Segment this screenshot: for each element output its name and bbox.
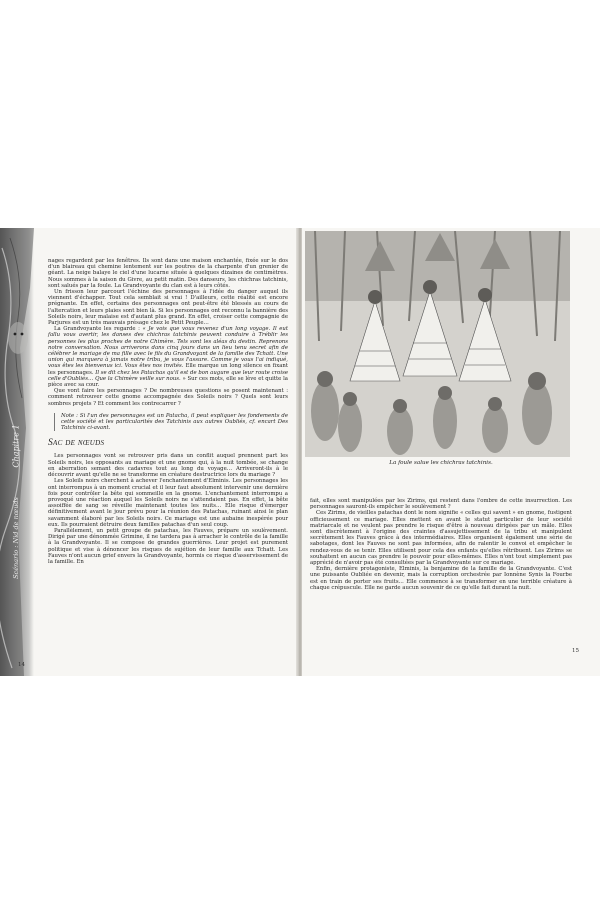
illustration-caption: La foule salue les chichras tatchinis.	[389, 460, 493, 466]
festival-illustration	[305, 231, 570, 457]
paragraph: nages regardent par les fenêtres. Ils sont dans une maison enchantée, fixée sur le dos d'un blaireau qui chemine lentement sur les poutres de la charpente d'un grenier de géant. La neige balaye le ciel d'une lucarne située à quelques dizaines de centimètres. Nous sommes à la saison du Givre, au petit matin. Des danseurs, les chichras tatchinis, sont salués par la foule. La Grandvoyante du clan est à leurs côtés.	[48, 258, 288, 289]
quote-text: « Je vois que vous revenez d'un long voyage. Il eut fallu vous avertir, les danses des chichras tatchinis peuvent conduire à Tréblir les personnes les plus proches de notre Chimère. Tels sont les aléas du destin. Reprenons notre conversation. Nous arriverons dans cinq jours dans un lieu tenu secret afin de célébrer le mariage de ma fille avec le fils du Grandvoyant de la famille des Tchatt. Une union qui marquera à jamais notre tribu, je vous l'assure. Comme je vous l'ai indiqué, vous êtes les bienvenus ici. Vous êtes nos invités.	[48, 326, 288, 370]
paragraph: Les personnages vont se retrouver pris dans un conflit auquel prennent part les Soleils noirs, les opposants au mariage et une gnome qui, à la nuit tombée, se change en aberration semant des cadavres tout au long du voyage… Arriveront-ils à le découvrir avant qu'elle ne se transforme en créature destructrice lors du mariage ?	[48, 453, 288, 479]
running-title-vertical	[4, 418, 28, 578]
text-run: » Sur ces mots, elle se lève et quitte la pièce avec sa cour.	[48, 375, 288, 389]
chapter-label: Chapitre 1	[11, 424, 21, 468]
right-page	[302, 228, 600, 676]
paragraph: Que vont faire les personnages ? De nombreuses questions se posent maintenant : comment retrouver cette gnome accompagnée des Soleils noirs ? Quels sont leurs sombres projets ? Et comment les contrecarrer ?	[48, 388, 288, 407]
grandvoyante-paragraph	[48, 326, 288, 388]
section-heading: Sac de nœuds	[48, 438, 105, 449]
crowd-dancers-illustration	[305, 231, 570, 457]
paragraph: Un frisson leur parcourt l'échine des personnages à l'idée du danger auquel ils viennent d'échapper. Tout cela semblait si vrai ! D'ailleurs, cette réalité est encore prégnante. En effet, certains des personnages ont peut-être été blessés au cours de l'altercation et leurs plaies sont bien là. Si les personnages ont reconnu la bannière des Soleils noirs, leur malaise est d'autant plus grand. En effet, croiser cette compagnie de Parjures est un très mauvais présage chez le Petit Peuple…	[48, 289, 288, 327]
right-column	[310, 498, 572, 591]
note-box: Note : Si l'un des personnages est un Patacha, il peut expliquer les fondements de cette société et les particularités des Tatchinis aux autres Oubliés, cf. encart Des Tatchinis ci-avant.	[54, 413, 288, 432]
book-spread	[0, 228, 600, 676]
left-page	[0, 228, 298, 676]
margin-illustration	[0, 228, 34, 676]
paragraph: Ces Zirims, de vieilles patachas dont le nom signifie « celles qui savent » en gnome, fustigent officieusement ce mariage. Elles mettent en avant le statut particulier de leur société matriarcale et ne veulent pas prendre le risque d'être à nouveau dirigées par un mâle. Elles sont discrètement à l'origine des craintes d'assujettissement de la tribu et manipulent secrètement les Fauves grâce à des intermédiaires. Elles organisent également une série de sabotages, dont les Fauves ne sont pas informées, afin de ralentir le convoi et empêcher le rendez-vous de se tenir. Elles utilisent pour cela des enfants qu'elles rétribuent. Les Zirims se souhaitent en aucun cas prendre le pouvoir pour elles-mêmes. Elles n'ont tout simplement pas apprécié de n'avoir pas été consultées par la Grandvoyante sur ce mariage.	[310, 510, 572, 567]
paragraph: Enfin, dernière protagoniste, Elminis, la benjamine de la famille de la Grandvoyante. C'est une puissante Oubliée en devenir, mais la corruption orchestrée par Ionnène Synis la Fourbe est en train de porter ses fruits… Elle commence à se transformer en une terrible créature à chaque crépuscule. Elle ne garde aucun souvenir de ce qu'elle fait durant la nuit.	[310, 566, 572, 591]
text-run: La Grandvoyante les regarde :	[54, 326, 143, 333]
text-run: Elle marque un long silence en fixant les personnages.	[48, 363, 288, 376]
page-number: 14	[18, 662, 25, 668]
left-column	[48, 258, 288, 565]
running-title: Scénario : Nid de nœuds	[12, 497, 20, 579]
paragraph: Parallèlement, un petit groupe de patachas, les Fauves, prépare un soulèvement. Dirigé par une dénommée Grimine, il ne tardera pas à arracher le contrôle de la famille à la Grandvoyante. Il se compose de grandes guerrières. Leur projet est purement politique et vise à dénoncer les risques de sujétion de leur famille aux Tchatt. Les Fauves n'ont aucun grief envers la Grandvoyante, hormis ce risque d'asservissement de la famille. En	[48, 527, 288, 565]
quote-text: Il se dit chez les Patachas qu'il est de bon augure que leur route croise celle d'Oubliés… Que la Chimère veille sur nous.	[48, 369, 289, 382]
page-number: 15	[572, 648, 579, 654]
paragraph: Les Soleils noirs cherchent à achever l'enchantement d'Elminis. Les personnages les ont interrompus à un moment crucial et il leur faut absolument intervenir une dernière fois pour contrôler la bête qui sommeille en la gnome. L'enchantement interrompu a provoqué une réaction auquel les Soleils noirs ne s'attendaient pas. En effet, la bête assoiffée de sang se réveille maintenant toutes les nuits… Elle risque d'émerger définitivement avant le jour prévu pour la réunion des Patachas, ruinant ainsi le plan savamment élaboré par les Soleils noirs. Ce mariage est une aubaine inespérée pour eux. Ils pourraient détruire deux familles patachas d'un seul coup.	[48, 478, 288, 528]
paragraph: fait, elles sont manipulées par les Zirims, qui restent dans l'ombre de cette insurrection. Les personnages sauront-ils empêcher le soulèvement ?	[310, 498, 572, 511]
